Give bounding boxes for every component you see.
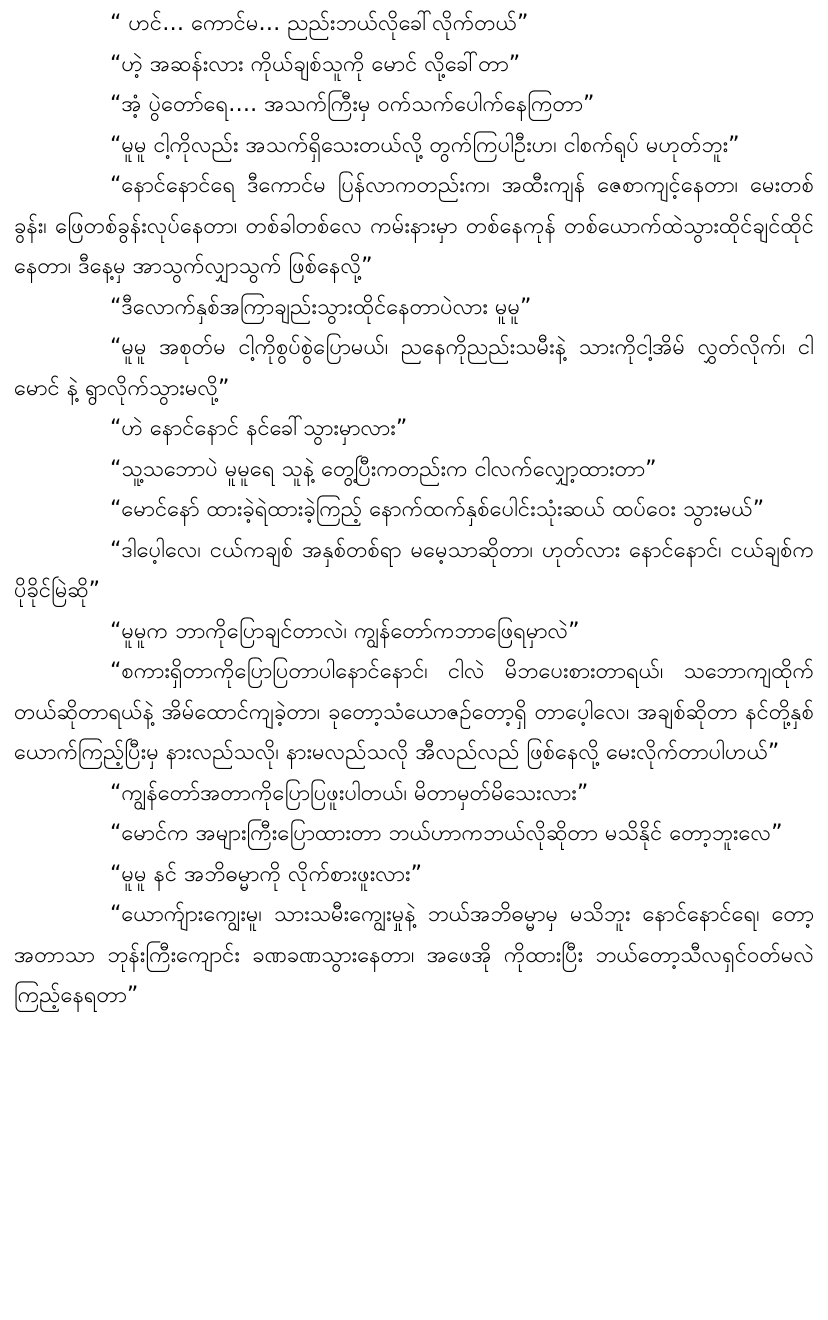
dialogue-paragraph-17: “ယောက်ျားကျွေးမူ၊ သားသမီးကျွေးမှုနဲ့ ဘယ်အဘိဓမ္မာမှ မသိဘူး နောင်နောင်ရေ၊ တော့အတာသာ ဘုန်းကြီးကျောင်း ခဏခဏသွားနေတာ၊ အဖေအို ကိုထားပြီး ဘယ်တော့သီလရှင်ဝတ်မလဲကြည့်နေရတာ” bbox=[14, 902, 814, 1008]
dialogue-paragraph-16: “မူမူ နင် အဘိဓမ္မာကို လိုက်စားဖူးလား” bbox=[110, 861, 422, 887]
dialogue-paragraph-7: “မူမူ အစုတ်မ ငါ့ကိုစွပ်စွဲပြောမယ်၊ ညနေကိုညည်းသမီးနဲ့ သားကိုငါ့အိမ် လွှတ်လိုက်၊ ငါမောင် နဲ့ ရွာလိုက်သွားမလို့” bbox=[14, 335, 814, 401]
dialogue-paragraph-1: “ ဟင်… ကောင်မ… ညည်းဘယ်လိုခေါ်လိုက်တယ်” bbox=[110, 11, 529, 36]
dialogue-paragraph-12: “မူမူက ဘာကိုပြောချင်တာလဲ၊ ကျွန်တော်ကဘာဖြေရမှာလဲ” bbox=[110, 618, 580, 644]
dialogue-paragraph-3: “အံ့ ပွဲတော်ရေ…. အသက်ကြီးမှ ဝက်သက်ပေါက်နေကြတာ” bbox=[110, 92, 595, 117]
dialogue-paragraph-10: “မောင်နော် ထားခဲ့ရဲထားခဲ့ကြည့် နောက်ထက်နှစ်ပေါင်းသုံးဆယ် ထပ်ဝေး သွားမယ်” bbox=[110, 497, 765, 522]
dialogue-paragraph-15: “မောင်က အများကြီးပြောထားတာ ဘယ်ဟာကဘယ်လိုဆိုတာ မသိနိုင် တော့ဘူးလေ” bbox=[110, 821, 783, 846]
dialogue-paragraph-5: “နောင်နောင်ရေ ဒီကောင်မ ပြန်လာကတည်းက၊ အထီးကျန် ဇေစာကျင့်နေတာ၊ မေးတစ်ခွန်း၊ ဖြေတစ်ခွန်းလုပ်နေတာ၊ တစ်ခါတစ်လေ ကမ်းနားမှာ တစ်နေကုန် တစ်ယောက်ထဲသွားထိုင်ချင်ထိုင်နေတာ၊ ဒီနေ့မှ အာသွက်လျှာသွက် ဖြစ်နေလို့” bbox=[14, 173, 814, 279]
dialogue-paragraph-9: “သူ့သဘောပဲ မူမူရေ သူနဲ့ တွေ့ပြီးကတည်းက ငါလက်လျှော့ထားတာ” bbox=[110, 456, 657, 482]
dialogue-paragraph-11: “ဒါပေ့ါလေ၊ ငယ်ကချစ် အနှစ်တစ်ရာ မမေ့သာဆိုတာ၊ ဟုတ်လား နောင်နောင်၊ ငယ်ချစ်ကပိုခိုင်မြဲဆို” bbox=[14, 537, 814, 603]
dialogue-paragraph-6: “ဒီလောက်နှစ်အကြာချည်းသွားထိုင်နေတာပဲလား မူမူ” bbox=[110, 294, 532, 320]
dialogue-paragraph-2: “ဟဲ့ အဆန်းလား ကိုယ်ချစ်သူကို မောင် လို့ခေါ်တာ” bbox=[110, 51, 521, 77]
document-page bbox=[14, 4, 814, 1017]
dialogue-paragraph-14: “ကျွန်တော်အတာကိုပြောပြဖူးပါတယ်၊ မိတာမှတ်မိသေးလား” bbox=[110, 780, 589, 806]
dialogue-paragraph-8: “ဟဲ နောင်နောင် နင်ခေါ်သွားမှာလား” bbox=[110, 416, 408, 441]
dialogue-paragraph-13: “စကားရှိတာကိုပြောပြတာပါနောင်နောင်၊ ငါလဲ မိဘပေးစားတာရယ်၊ သဘောကျထိုက်တယ်ဆိုတာရယ်နဲ့ အိမ်ထောင်ကျခဲ့တာ၊ ခုတော့သံယောဇဉ်တော့ရှိ တာပေ့ါလေ၊ အချစ်ဆိုတာ နင်တို့နှစ်ယောက်ကြည့်ပြီးမှ နားလည်သလို၊ နားမလည်သလို အီလည်လည် ဖြစ်နေလို့ မေးလိုက်တာပါဟယ်” bbox=[14, 659, 814, 765]
dialogue-paragraph-4: “မူမူ ငါ့ကိုလည်း အသက်ရှိသေးတယ်လို့ တွက်ကြပါဦးဟ၊ ငါစက်ရုပ် မဟုတ်ဘူး” bbox=[110, 132, 740, 158]
